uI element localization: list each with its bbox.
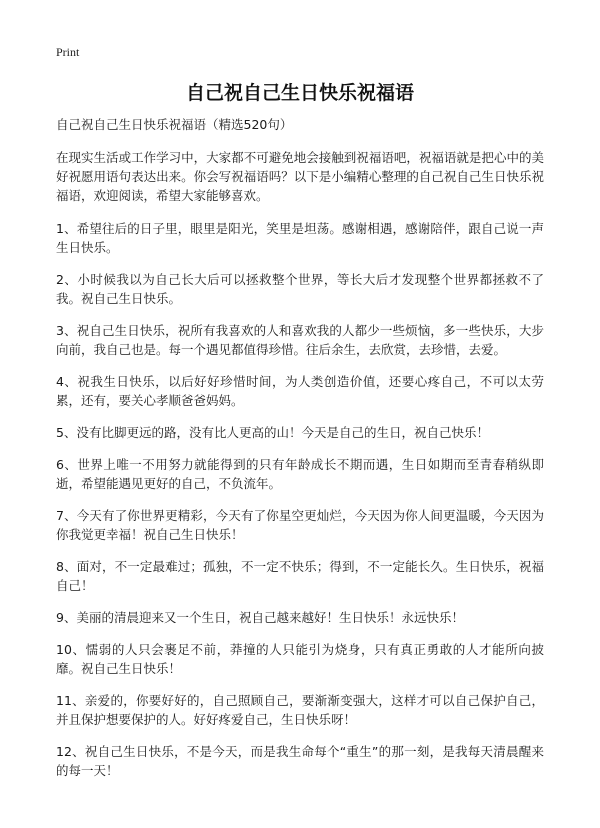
document-title: 自己祝自己生日快乐祝福语 [185, 82, 414, 104]
list-item: 8、面对，不一定最难过；孤独，不一定不快乐；得到，不一定能长久。生日快乐，祝福自己！ [56, 559, 544, 593]
print-link[interactable]: Print [56, 45, 80, 59]
list-item: 9、美丽的清晨迎来又一个生日，祝自己越来越好！生日快乐！永远快乐！ [56, 610, 464, 625]
list-item: 12、祝自己生日快乐，不是今天，而是我生命每个“重生”的那一刻，是我每天清晨醒来的每一天！ [56, 744, 544, 778]
list-item: 10、懦弱的人只会裹足不前，莽撞的人只能引为烧身，只有真正勇敢的人才能所向披靡。祝自己生日快乐！ [56, 642, 544, 676]
list-item: 2、小时候我以为自己长大后可以拯救整个世界，等长大后才发现整个世界都拯救不了我。祝自己生日快乐。 [56, 272, 544, 306]
list-item: 1、希望往后的日子里，眼里是阳光，笑里是坦荡。感谢相遇，感谢陪伴，跟自己说一声生日快乐。 [56, 221, 544, 255]
list-item: 6、世界上唯一不用努力就能得到的只有年龄成长不期而遇，生日如期而至青春稍纵即逝，希望能遇见更好的自己，不负流年。 [56, 457, 544, 491]
list-item: 3、祝自己生日快乐，祝所有我喜欢的人和喜欢我的人都少一些烦恼，多一些快乐，大步向前，我自己也是。每一个遇见都值得珍惜。往后余生，去欣赏，去珍惜，去爱。 [56, 323, 544, 357]
list-item: 5、没有比脚更远的路，没有比人更高的山！今天是自己的生日，祝自己快乐！ [56, 425, 489, 440]
document-subtitle: 自己祝自己生日快乐祝福语（精选520句） [56, 117, 293, 132]
list-item: 4、祝我生日快乐，以后好好珍惜时间，为人类创造价值，还要心疼自己，不可以太劳累，还有，要关心孝顺爸爸妈妈。 [56, 374, 544, 408]
list-item: 11、亲爱的，你要好好的，自己照顾自己，要渐渐变强大，这样才可以自己保护自己，并且保护想要保护的人。好好疼爱自己，生日快乐呀！ [56, 693, 544, 727]
intro-paragraph: 在现实生活或工作学习中，大家都不可避免地会接触到祝福语吧，祝福语就是把心中的美好祝愿用语句表达出来。你会写祝福语吗？以下是小编精心整理的自己祝自己生日快乐祝福语，欢迎阅读，希望大家能够喜欢。 [56, 150, 544, 203]
list-item: 7、今天有了你世界更精彩，今天有了你星空更灿烂，今天因为你人间更温暖，今天因为你我觉更幸福！祝自己生日快乐！ [56, 508, 544, 542]
